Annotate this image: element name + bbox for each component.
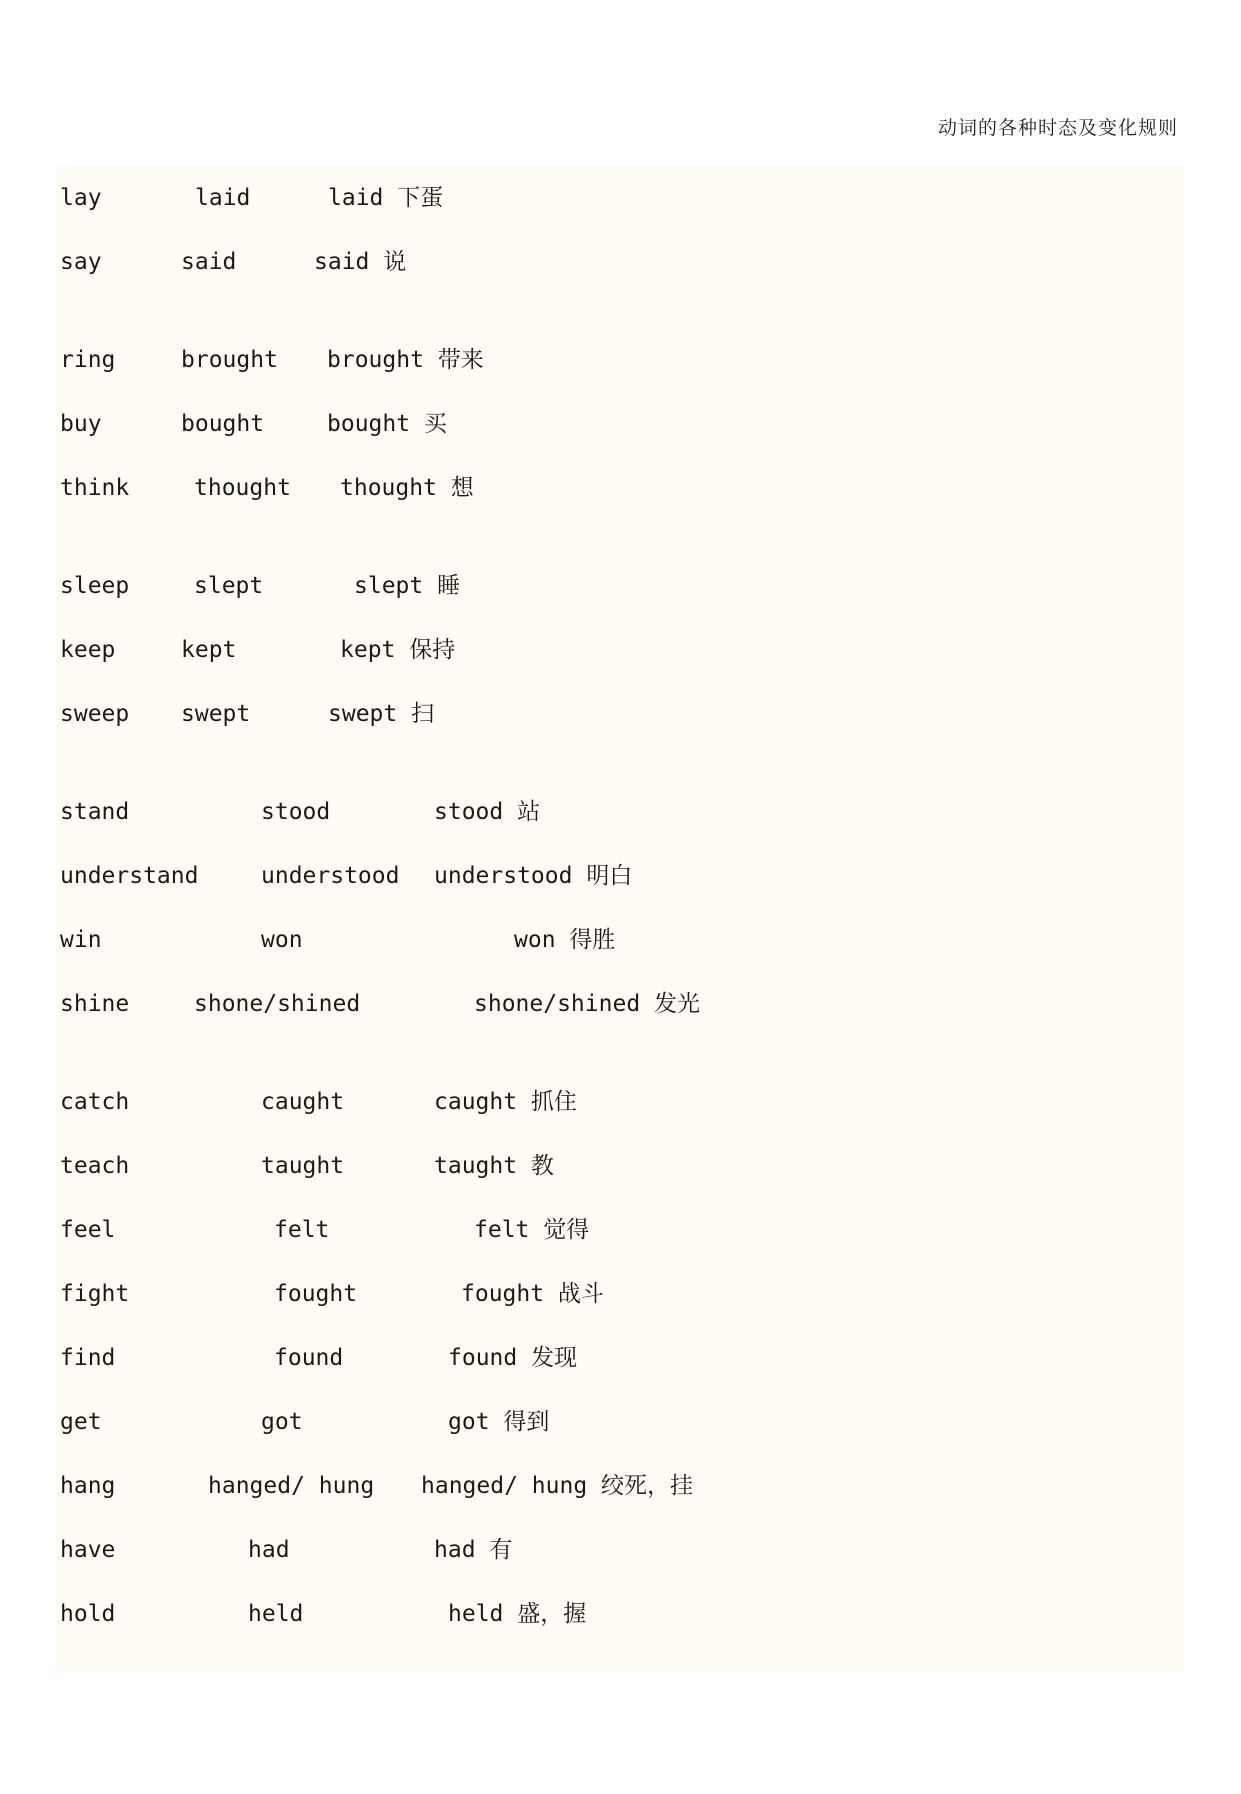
base-form: keep <box>60 637 116 663</box>
past-participle-meaning: had 有 <box>434 1537 513 1563</box>
verb-row <box>60 1274 604 1314</box>
verb-row <box>60 1402 550 1442</box>
past-participle-meaning: got 得到 <box>448 1409 550 1435</box>
past-participle-meaning: fought 战斗 <box>461 1281 604 1307</box>
base-form: hold <box>60 1601 116 1627</box>
past-participle-meaning: laid 下蛋 <box>328 185 444 211</box>
verb-row <box>60 242 407 282</box>
past-participle-meaning: felt 觉得 <box>474 1217 590 1243</box>
past-participle-meaning: slept 睡 <box>354 573 461 599</box>
base-form: ring <box>60 347 116 373</box>
past-tense: felt <box>274 1217 330 1243</box>
page-header-title: 动词的各种时态及变化规则 <box>937 117 1178 139</box>
verb-row <box>60 1338 578 1378</box>
base-form: lay <box>60 185 102 211</box>
past-participle-meaning: found 发现 <box>448 1345 578 1371</box>
past-tense: found <box>274 1345 344 1371</box>
past-tense: taught <box>261 1153 345 1179</box>
verb-row <box>60 630 456 670</box>
verb-row <box>60 404 447 444</box>
verb-row <box>60 792 541 832</box>
verb-row <box>60 1146 554 1186</box>
past-participle-meaning: kept 保持 <box>340 637 456 663</box>
base-form: get <box>60 1409 102 1435</box>
past-tense: had <box>248 1537 290 1563</box>
past-tense: kept <box>181 637 237 663</box>
base-form: buy <box>60 411 102 437</box>
past-participle-meaning: won 得胜 <box>514 927 616 953</box>
past-participle-meaning: stood 站 <box>434 799 541 825</box>
base-form: win <box>60 927 102 953</box>
verb-row <box>60 1530 513 1570</box>
past-tense: shone/shined <box>194 991 361 1017</box>
verb-row <box>60 1594 587 1634</box>
past-participle-meaning: said 说 <box>314 249 407 275</box>
past-tense: stood <box>261 799 331 825</box>
base-form: shine <box>60 991 130 1017</box>
base-form: teach <box>60 1153 130 1179</box>
verb-list <box>56 166 1184 1672</box>
verb-row <box>60 694 435 734</box>
base-form: feel <box>60 1217 116 1243</box>
past-participle-meaning: taught 教 <box>434 1153 554 1179</box>
past-participle-meaning: understood 明白 <box>434 863 633 889</box>
base-form: say <box>60 249 102 275</box>
base-form: catch <box>60 1089 130 1115</box>
verb-row <box>60 566 461 606</box>
past-participle-meaning: shone/shined 发光 <box>474 991 701 1017</box>
past-tense: brought <box>181 347 278 373</box>
base-form: think <box>60 475 130 501</box>
verb-row <box>60 1466 694 1506</box>
past-tense: slept <box>194 573 264 599</box>
past-tense: held <box>248 1601 304 1627</box>
verb-row <box>60 340 484 380</box>
past-tense: caught <box>261 1089 345 1115</box>
past-tense: bought <box>181 411 265 437</box>
verb-row <box>60 468 474 508</box>
base-form: sleep <box>60 573 130 599</box>
past-tense: said <box>181 249 237 275</box>
past-participle-meaning: caught 抓住 <box>434 1089 577 1115</box>
past-participle-meaning: thought 想 <box>340 475 474 501</box>
past-participle-meaning: hanged/ hung 绞死，挂 <box>421 1473 694 1499</box>
base-form: find <box>60 1345 116 1371</box>
base-form: sweep <box>60 701 130 727</box>
verb-row <box>60 920 616 960</box>
verb-row <box>60 178 444 218</box>
past-tense: fought <box>274 1281 358 1307</box>
past-tense: hanged/ hung <box>208 1473 375 1499</box>
past-participle-meaning: held 盛，握 <box>448 1601 587 1627</box>
verb-row <box>60 1082 577 1122</box>
base-form: understand <box>60 863 199 889</box>
verb-row <box>60 1210 590 1250</box>
past-tense: got <box>261 1409 303 1435</box>
verb-row <box>60 984 701 1024</box>
past-tense: swept <box>181 701 251 727</box>
base-form: hang <box>60 1473 116 1499</box>
past-participle-meaning: brought 带来 <box>327 347 484 373</box>
verb-row <box>60 856 633 896</box>
past-tense: laid <box>195 185 251 211</box>
past-participle-meaning: swept 扫 <box>328 701 435 727</box>
base-form: have <box>60 1537 116 1563</box>
past-participle-meaning: bought 买 <box>327 411 447 437</box>
past-tense: understood <box>261 863 400 889</box>
past-tense: won <box>261 927 303 953</box>
base-form: stand <box>60 799 130 825</box>
base-form: fight <box>60 1281 130 1307</box>
past-tense: thought <box>194 475 291 501</box>
